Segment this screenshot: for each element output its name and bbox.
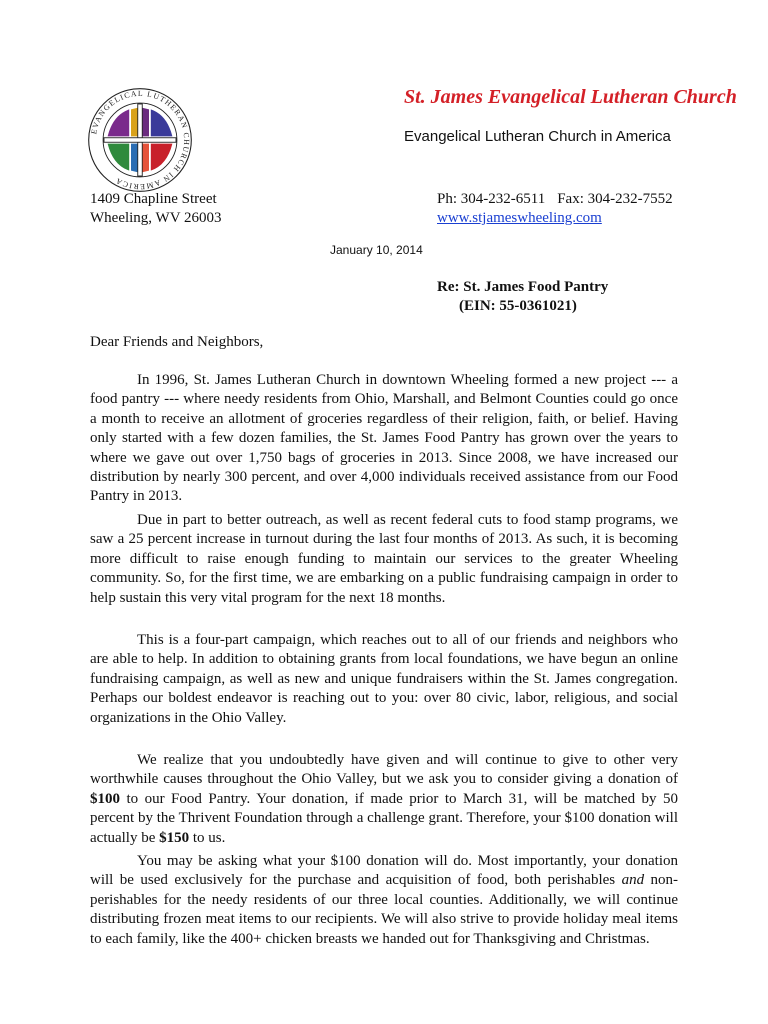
paragraph-need: Due in part to better outreach, as well as recent federal cuts to food stamp programs, we saw a 25 percent increase in turnout during the last four months of 2013. As such, it is becoming more difficult to raise enough funding to maintain our services to the greater Wheeling community. So, for the first time, we are embarking on a public fundraising campaign in order to help sustain this very vital program for the next 18 months. bbox=[90, 512, 678, 606]
paragraph-donation-use bbox=[90, 852, 678, 949]
denomination-name: Evangelical Lutheran Church in America bbox=[404, 128, 671, 145]
use-emphasis: and bbox=[621, 872, 645, 889]
paragraph-donation-request bbox=[90, 751, 678, 848]
salutation: Dear Friends and Neighbors, bbox=[90, 334, 264, 350]
church-name: St. James Evangelical Lutheran Church bbox=[404, 86, 737, 108]
paragraph-campaign: This is a four-part campaign, which reaches out to all of our friends and neighbors who are able to help. In addition to obtaining grants from local foundations, we have begun an online fundraising campaign, as well as new and unique fundraisers within the St. James congregation. Perhaps our boldest endeavor is reaching out to you: over 80 civic, labor, religious, and social organizations in the Ohio Valley. bbox=[90, 632, 678, 726]
donation-text-a: We realize that you undoubtedly have given and will continue to give to other very worthwhile causes throughout the Ohio Valley, but we ask you to consider giving a donation of bbox=[90, 752, 678, 788]
subject-ein: (EIN: 55-0361021) bbox=[459, 298, 577, 314]
donation-text-c: to us. bbox=[189, 829, 226, 846]
mailing-address bbox=[90, 190, 222, 228]
donation-text-b: to our Food Pantry. Your donation, if made prior to March 31, will be matched by 50 percent by the Thrivent Foundation through a challenge grant. Therefore, your $100 donation will actually be bbox=[90, 790, 678, 846]
address-city: Wheeling, WV 26003 bbox=[90, 210, 222, 226]
paragraph-history: In 1996, St. James Lutheran Church in downtown Wheeling formed a new project --- a food pantry --- where needy residents from Ohio, Marshall, and Belmont Counties could go once a month to receive an allotment of groceries regardless of their religion, faith, or belief. Having only started with a few dozen families, the St. James Food Pantry has grown over the years to where we gave out over 1,750 bags of groceries in 2013. Since 2008, we have increased our distribution by nearly 300 percent, and over 4,000 individuals received assistance from our Food Pantry in 2013. bbox=[90, 372, 678, 505]
svg-text:EVANGELICAL LUTHERAN CHURCH IN: EVANGELICAL LUTHERAN CHURCH IN AMERICA bbox=[89, 88, 192, 192]
contact-info bbox=[437, 190, 673, 228]
use-text-a: You may be asking what your $100 donation will do. Most importantly, your donation will be used exclusively for the purchase and acquisition of food, both perishables bbox=[90, 853, 678, 889]
matched-amount: $150 bbox=[159, 829, 190, 846]
subject-line bbox=[437, 278, 608, 316]
address-street: 1409 Chapline Street bbox=[90, 191, 217, 207]
fax-number: Fax: 304-232-7552 bbox=[557, 191, 673, 207]
use-text-b: non-perishables for the needy residents of our three local counties. Additionally, we will continue distributing frozen meat items to our recipients. We will also strive to provide holiday meal items to each family, like the 400+ chicken breasts we handed out for Thanksgiving and Christmas. bbox=[90, 872, 679, 947]
donation-amount: $100 bbox=[90, 790, 120, 807]
subject-title: Re: St. James Food Pantry bbox=[437, 279, 609, 295]
website-link[interactable]: www.stjameswheeling.com bbox=[437, 210, 602, 226]
letter-date: January 10, 2014 bbox=[330, 243, 423, 257]
elca-cross-logo bbox=[86, 86, 194, 194]
phone-number: Ph: 304-232-6511 bbox=[437, 191, 546, 207]
